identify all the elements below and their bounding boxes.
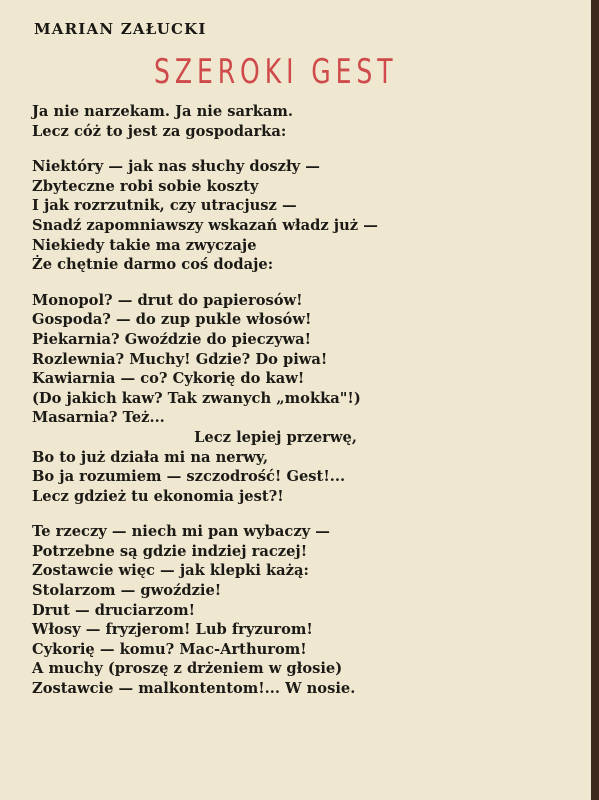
- poem-line: Drut — druciarzom!: [32, 600, 196, 619]
- poem-line: I jak rozrzutnik, czy utracjusz —: [32, 196, 297, 215]
- poem-line: Niektóry — jak nas słuchy doszły —: [32, 157, 320, 176]
- poem-line: Piekarnia? Gwoździe do pieczywa!: [32, 329, 312, 348]
- poem-line: Bo ja rozumiem — szczodrość! Gest!...: [32, 467, 346, 486]
- poem-line: Snadź zapomniawszy wskazań władz już —: [32, 215, 378, 234]
- poem-line: Gospoda? — do zup pukle włosów!: [32, 310, 312, 329]
- poem-line: Niekiedy takie ma zwyczaje: [32, 235, 257, 254]
- poem-line: Zostawcie — malkontentom!... W nosie.: [32, 679, 356, 698]
- poem-line: Te rzeczy — niech mi pan wybaczy —: [32, 522, 330, 541]
- stanza-4: [32, 522, 568, 698]
- poem-line: Lecz gdzież tu ekonomia jest?!: [32, 486, 284, 505]
- poem-line: Zostawcie więc — jak klepki każą:: [32, 561, 309, 580]
- stanza-3: [32, 291, 568, 507]
- poem-line: Rozlewnia? Muchy! Gdzie? Do piwa!: [32, 349, 328, 368]
- poem-line: Kawiarnia — co? Cykorię do kaw!: [32, 369, 305, 388]
- poem-line: Lecz cóż to jest za gospodarka:: [32, 121, 287, 140]
- poem-title: SZEROKI GEST: [154, 52, 398, 92]
- poem-line: Potrzebne są gdzie indziej raczej!: [32, 541, 308, 560]
- author-name: MARIAN ZAŁUCKI: [34, 20, 207, 38]
- poem-line: A muchy (proszę z drżeniem w głosie): [32, 659, 343, 678]
- stanza-2: [32, 157, 568, 275]
- poem-line: Włosy — fryzjerom! Lub fryzurom!: [32, 620, 313, 639]
- poem-line: Monopol? — drut do papierosów!: [32, 290, 303, 309]
- poem-line: Masarnia? Też...: [32, 408, 165, 427]
- poem-line-indented: Lecz lepiej przerwę,: [194, 427, 357, 446]
- poem-line: Cykorię — komu? Mac-Arthurom!: [32, 639, 307, 658]
- poem-line: (Do jakich kaw? Tak zwanych „mokka"!): [32, 388, 361, 407]
- stanza-1: [32, 102, 568, 141]
- page-edge: [591, 0, 599, 800]
- poem-line: Ja nie narzekam. Ja nie sarkam.: [32, 102, 293, 120]
- poem-line: Bo to już działa mi na nerwy,: [32, 447, 269, 466]
- poem-line: Że chętnie darmo coś dodaje:: [32, 255, 274, 274]
- poem-body: [32, 102, 568, 699]
- poem-line: Zbyteczne robi sobie koszty: [32, 176, 259, 195]
- poem-line: Stolarzom — gwoździe!: [32, 581, 222, 600]
